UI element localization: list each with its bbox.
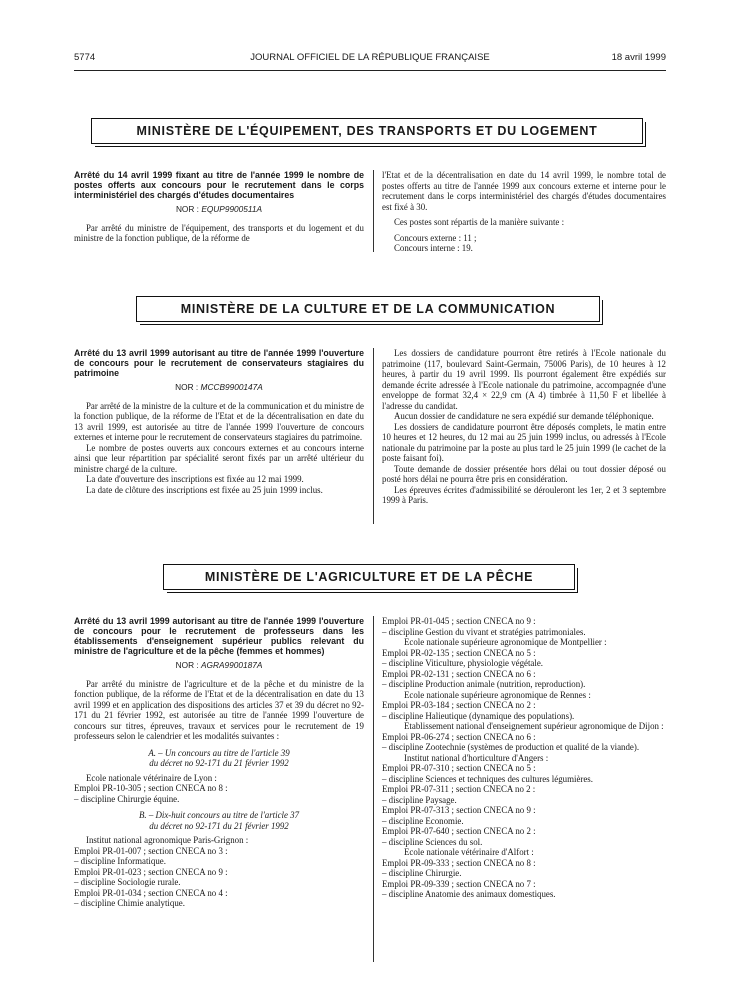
article-culture-left: [74, 348, 364, 495]
ministry-heading-equipement: MINISTÈRE DE L'ÉQUIPEMENT, DES TRANSPORTS ET DU LOGEMENT: [91, 118, 643, 144]
paragraph: Les dossiers de candidature pourront être retirés à l'Ecole nationale du patrimoine (117, boulevard Saint-Germain, 75006 Paris), de 10 heures à 12 heures, à partir du 19 avril 1999. Ils pourront également être expédiés sur demande écrite adressée à l'Ecole nationale du patrimoine, accompagnée d'une enveloppe de format 32,4 × 22,9 cm (A 4) timbrée à 11,50 F et libellée à l'adresse du candidat.: [382, 348, 666, 411]
paragraph: Par arrêté du ministre de l'agriculture et de la pêche et du ministre de la fonction publique, de la réforme de l'Etat et de la décentralisation en date du 13 avril 1999 et en application des dispositions des articles 37 et 39 du décret no 92-171 du 21 février 1992, est autorisée au titre de l'année 1999 l'ouverture de concours sur titres, épreuves, travaux et services pour le recrutement de 19 professeurs selon le calendrier et les modalités suivantes :: [74, 678, 364, 741]
list-item: Emploi PR-01-045 ; section CNECA no 9 :: [382, 616, 536, 626]
article-title: Arrêté du 14 avril 1999 fixant au titre de l'année 1999 le nombre de postes offerts aux concours pour le recrutement dans le corps interministériel des chargés d'études documentaires: [74, 170, 364, 200]
paragraph: La date d'ouverture des inscriptions est fixée au 12 mai 1999.: [86, 474, 304, 484]
paragraph: Ces postes sont répartis de la manière suivante :: [394, 217, 565, 227]
list-item: – discipline Viticulture, physiologie végétale.: [382, 658, 543, 668]
list-item: Emploi PR-03-184 ; section CNECA no 2 :: [382, 700, 536, 710]
column-divider: [373, 170, 374, 252]
article-agriculture-right: [382, 616, 666, 900]
list-item: Emploi PR-10-305 ; section CNECA no 8 :: [74, 783, 228, 793]
nor-label: NOR :: [175, 204, 199, 214]
paragraph: La date de clôture des inscriptions est fixée au 25 juin 1999 inclus.: [86, 484, 323, 495]
list-item: Concours interne : 19.: [394, 243, 473, 253]
ministry-heading-agriculture: MINISTÈRE DE L'AGRICULTURE ET DE LA PÊCHE: [163, 564, 575, 590]
subheading-line: B. – Dix-huit concours au titre de l'article 37: [138, 810, 300, 820]
article-equipement-left: [74, 170, 364, 244]
list-item: – discipline Economie.: [382, 815, 464, 826]
subheading-line: du décret no 92-171 du 21 février 1992: [149, 758, 289, 768]
paragraph: Par arrêté de la ministre de la culture et de la communication et du ministre de la fonction publique, de la réforme de l'Etat et de la décentralisation en date du 13 avril 1999, est autorisée au titre de l'année 1999 l'ouverture de concours externes et interne pour le recrutement de conservateurs stagiaires du patrimoine.: [74, 400, 364, 442]
list-item: – discipline Sociologie rurale.: [74, 877, 181, 887]
list-item: Emploi PR-02-131 ; section CNECA no 6 :: [382, 668, 536, 679]
article-agriculture-left: [74, 616, 364, 909]
list-item: Emploi PR-07-313 ; section CNECA no 9 :: [382, 805, 536, 815]
article-culture-right: [382, 348, 666, 506]
paragraph: Le nombre de postes ouverts aux concours externes et au concours interne ainsi que leur répartition par spécialité seront fixés par un arrêté ultérieur du ministre chargé de la culture.: [74, 442, 364, 474]
nor-label: NOR :: [175, 660, 199, 670]
list-item: – discipline Gestion du vivant et stratégies patrimoniales.: [382, 626, 586, 637]
list-item: Ecole nationale supérieure agronomique de Rennes :: [404, 689, 591, 700]
list-item: – discipline Sciences et techniques des cultures légumières.: [382, 773, 593, 784]
list-item: – discipline Zootechnie (systèmes de production et qualité de la viande).: [382, 742, 640, 752]
list-item: – discipline Chimie analytique.: [74, 898, 185, 908]
list-item: Emploi PR-06-274 ; section CNECA no 6 :: [382, 731, 536, 742]
list-item: Emploi PR-07-311 ; section CNECA no 2 :: [382, 784, 536, 794]
paragraph: Les dossiers de candidature pourront être déposés complets, le matin entre 10 heures et 12 heures, du 12 mai au 25 juin 1999 inclus, ou adressés à l'Ecole nationale du patrimoine par la poste au plus tard le 25 juin 1999 (le cachet de la poste faisant foi).: [382, 421, 666, 463]
nor-code: EQUP9900511A: [201, 204, 263, 214]
list-item: Emploi PR-02-135 ; section CNECA no 5 :: [382, 647, 536, 658]
journal-title: JOURNAL OFFICIEL DE LA RÉPUBLIQUE FRANÇAISE: [250, 52, 490, 63]
nor-reference: [74, 382, 364, 393]
list-item: Emploi PR-09-333 ; section CNECA no 8 :: [382, 857, 536, 868]
list-item: Ecole nationale vétérinaire de Lyon :: [86, 772, 217, 783]
list-item: Emploi PR-09-339 ; section CNECA no 7 :: [382, 878, 536, 889]
list-item: – discipline Chirurgie équine.: [74, 793, 180, 804]
paragraph: Les épreuves écrites d'admissibilité se dérouleront les 1er, 2 et 3 septembre 1999 à Paris.: [382, 484, 666, 505]
paragraph: Toute demande de dossier présentée hors délai ou tout dossier déposé ou posté hors délai ne pourra être pris en considération.: [382, 463, 666, 484]
page-number: 5774: [74, 52, 96, 63]
article-title: Arrêté du 13 avril 1999 autorisant au titre de l'année 1999 l'ouverture de concours pour le recrutement de professeurs dans les établissements d'enseignement supérieur publics relevant du ministre de l'agriculture et de la pêche (femmes et hommes): [74, 616, 364, 656]
list-item: Emploi PR-01-023 ; section CNECA no 9 :: [74, 866, 228, 877]
issue-date: 18 avril 1999: [611, 52, 666, 63]
list-item: – discipline Halieutique (dynamique des populations).: [382, 710, 575, 721]
subheading-line: A. – Un concours au titre de l'article 39: [148, 747, 290, 758]
header-rule: [74, 70, 666, 71]
column-divider: [373, 348, 374, 524]
nor-reference: [74, 204, 364, 215]
subheading-b: [74, 810, 364, 831]
list-item: Emploi PR-07-640 ; section CNECA no 2 :: [382, 826, 536, 836]
list-item: – discipline Chirurgie.: [382, 868, 462, 878]
list-c: [382, 616, 666, 900]
paragraph: Aucun dossier de candidature ne sera expédié sur demande téléphonique.: [394, 411, 654, 421]
list-item: – discipline Paysage.: [382, 794, 457, 805]
subheading-a: [74, 748, 364, 769]
article-equipement-right: [382, 170, 666, 254]
nor-code: MCCB9900147A: [200, 382, 263, 392]
list-item: – discipline Anatomie des animaux domestiques.: [382, 889, 556, 899]
list-item: Etablissement national d'enseignement supérieur agronomique de Dijon :: [404, 721, 664, 731]
nor-reference: [74, 660, 364, 671]
nor-code: AGRA9900187A: [201, 660, 263, 670]
list-b: [74, 835, 364, 909]
paragraph: Par arrêté du ministre de l'équipement, des transports et du logement et du ministre de la fonction publique, de la réforme de: [74, 222, 364, 243]
list-item: Emploi PR-01-034 ; section CNECA no 4 :: [74, 887, 228, 898]
list-item: – discipline Sciences du sol.: [382, 836, 483, 847]
list-item: Institut national d'horticulture d'Angers :: [404, 752, 549, 763]
article-title: Arrêté du 13 avril 1999 autorisant au titre de l'année 1999 l'ouverture de concours pour le recrutement de conservateurs stagiaires du patrimoine: [74, 348, 364, 378]
list-item: – discipline Informatique.: [74, 856, 166, 866]
nor-label: NOR :: [175, 382, 199, 392]
column-divider: [373, 616, 374, 962]
list-item: Concours externe : 11 ;: [394, 232, 477, 243]
list-item: – discipline Production animale (nutrition, reproduction).: [382, 679, 586, 689]
subheading-line: du décret no 92-171 du 21 février 1992: [149, 820, 289, 831]
list-item: Emploi PR-01-007 ; section CNECA no 3 :: [74, 845, 228, 856]
page-header: [74, 52, 666, 68]
list-item: Institut national agronomique Paris-Grignon :: [86, 835, 249, 845]
list-a: [74, 773, 364, 805]
list-item: Ecole nationale supérieure agronomique de Montpellier :: [404, 637, 607, 647]
list-item: Emploi PR-07-310 ; section CNECA no 5 :: [382, 763, 536, 773]
paragraph: l'Etat et de la décentralisation en date du 14 avril 1999, le nombre total de postes offerts au titre de l'année 1999 aux concours externe et interne pour le recrutement dans le corps interministériel des chargés d'études documentaires est fixé à 30.: [382, 170, 666, 212]
ministry-heading-culture: MINISTÈRE DE LA CULTURE ET DE LA COMMUNICATION: [136, 296, 600, 322]
list-item: Ecole nationale vétérinaire d'Alfort :: [404, 847, 534, 857]
